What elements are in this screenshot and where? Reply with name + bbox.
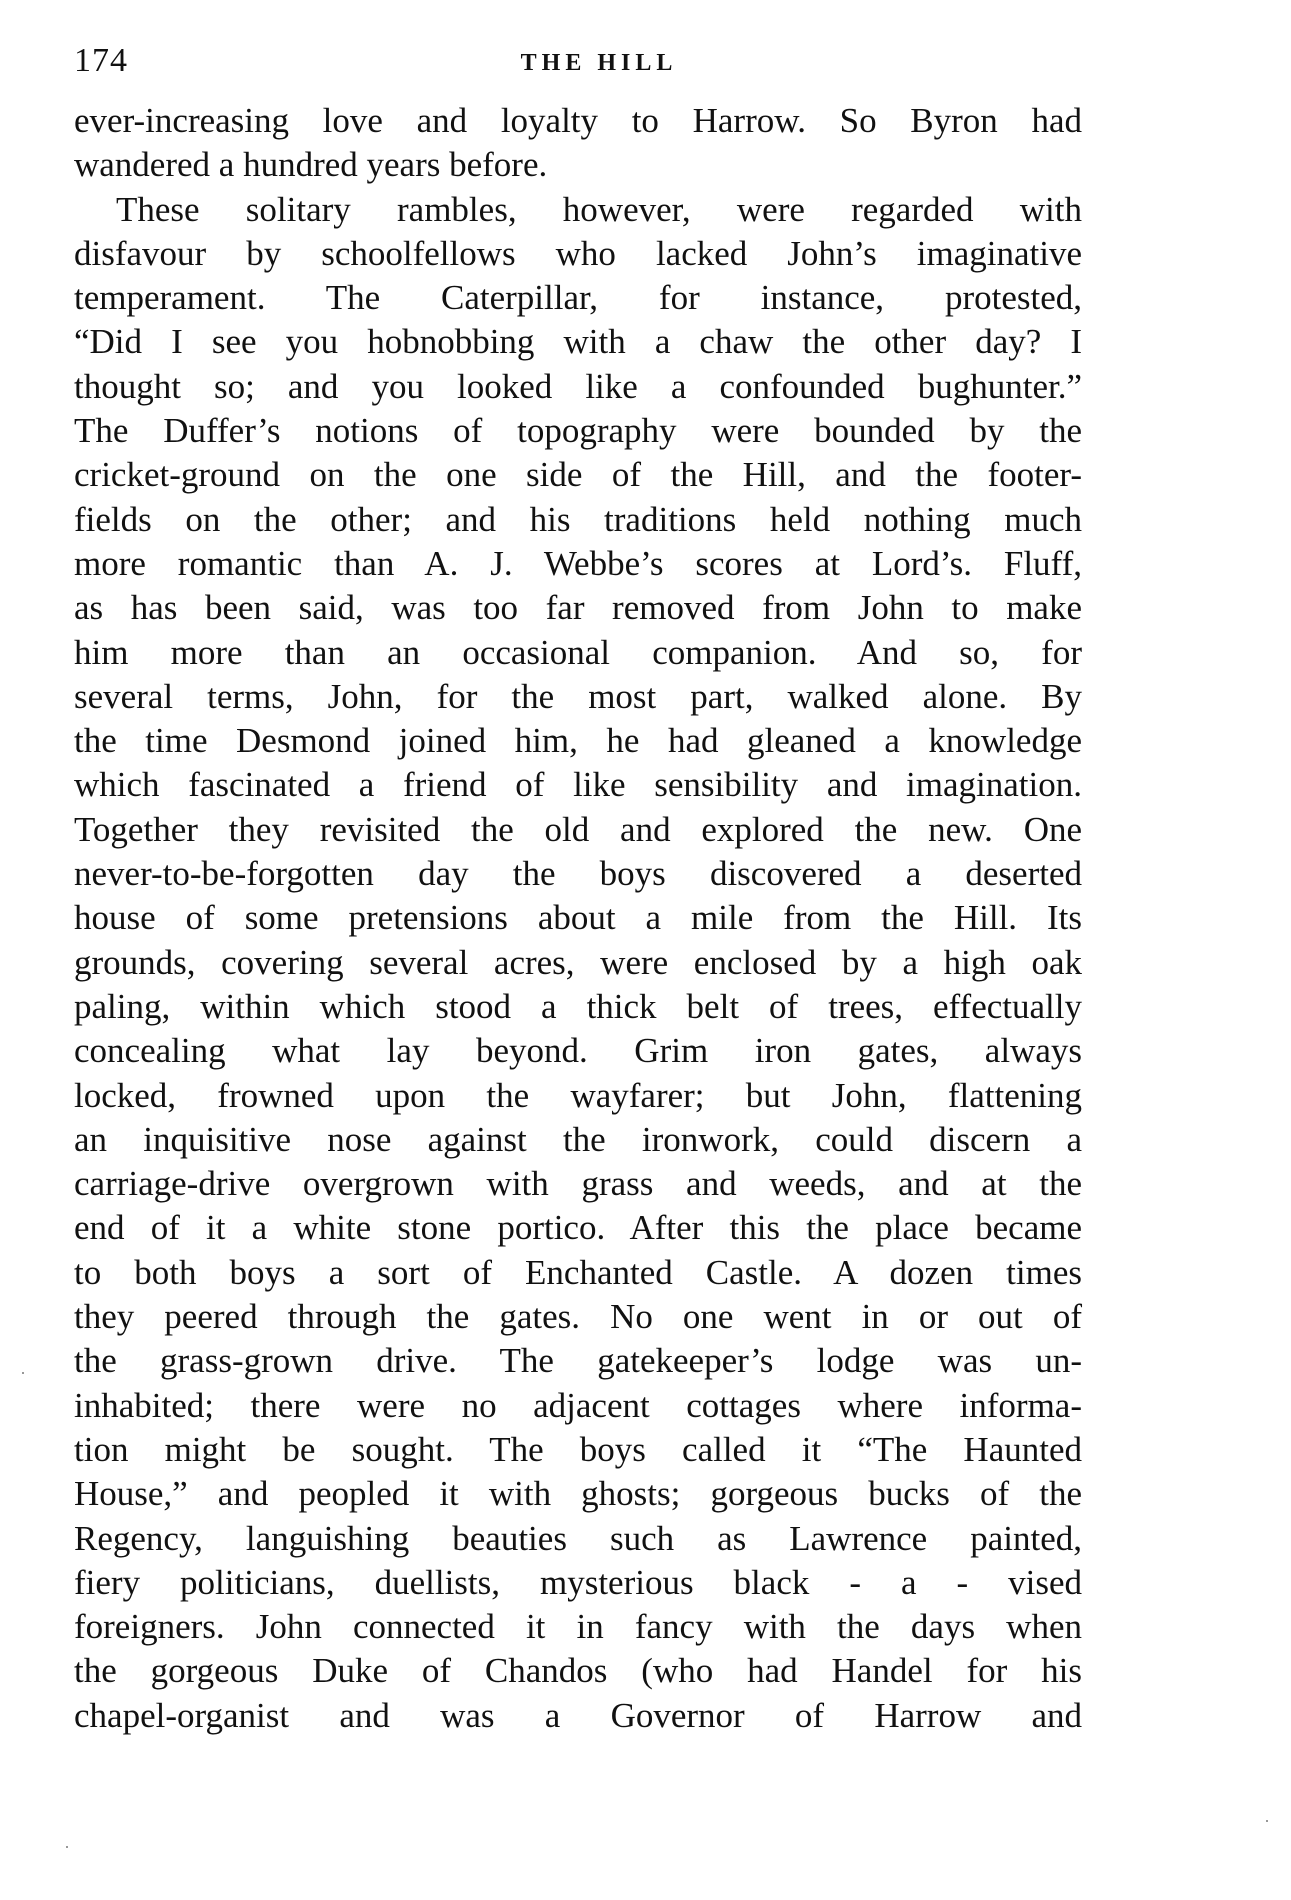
text-line: Regency, languishing beauties such as Lawrence painted, (74, 1518, 1082, 1558)
body-text (74, 99, 1082, 1738)
text-line: inhabited; there were no adjacent cottages where informa- (74, 1385, 1082, 1425)
text-line: fiery politicians, duellists, mysterious black - a - vised (74, 1562, 1082, 1602)
text-line: which fascinated a friend of like sensibility and imagination. (74, 765, 1082, 805)
text-line: the gorgeous Duke of Chandos (who had Handel for his (74, 1651, 1082, 1691)
scan-speck (66, 1846, 68, 1848)
scan-speck (1266, 1820, 1268, 1822)
text-line: they peered through the gates. No one went in or out of (74, 1297, 1082, 1337)
scan-speck (22, 1372, 24, 1374)
text-line: concealing what lay beyond. Grim iron gates, always (74, 1031, 1082, 1071)
text-line: cricket-ground on the one side of the Hill, and the footer- (74, 455, 1082, 495)
text-line: “Did I see you hobnobbing with a chaw the other day? I (74, 322, 1082, 362)
page-header (74, 36, 1084, 86)
text-line: House,” and peopled it with ghosts; gorgeous bucks of the (74, 1474, 1082, 1514)
running-head: THE HILL (520, 50, 678, 76)
text-line: These solitary rambles, however, were regarded with (116, 189, 1082, 229)
text-line: foreigners. John connected it in fancy with the days when (74, 1607, 1082, 1647)
text-line: several terms, John, for the most part, walked alone. By (74, 676, 1082, 716)
text-line: an inquisitive nose against the ironwork, could discern a (74, 1119, 1082, 1159)
text-line: ever-increasing love and loyalty to Harrow. So Byron had (74, 101, 1082, 140)
text-line: Together they revisited the old and explored the new. One (74, 809, 1082, 849)
text-line: wandered a hundred years before. (74, 145, 548, 185)
text-line: never-to-be-forgotten day the boys discovered a deserted (74, 854, 1082, 894)
text-line: more romantic than A. J. Webbe’s scores at Lord’s. Fluff, (74, 543, 1082, 583)
text-line: the grass-grown drive. The gatekeeper’s lodge was un- (74, 1341, 1082, 1381)
text-line: paling, within which stood a thick belt of trees, effectually (74, 986, 1082, 1026)
text-line: thought so; and you looked like a confounded bughunter.” (74, 366, 1082, 406)
text-line: to both boys a sort of Enchanted Castle. A dozen times (74, 1252, 1082, 1292)
page-number: 174 (74, 42, 128, 79)
text-line: locked, frowned upon the wayfarer; but John, flattening (74, 1075, 1082, 1115)
text-line: fields on the other; and his traditions held nothing much (74, 499, 1082, 539)
text-line: the time Desmond joined him, he had gleaned a knowledge (74, 721, 1082, 761)
text-line: temperament. The Caterpillar, for instance, protested, (74, 278, 1082, 318)
text-line: end of it a white stone portico. After this the place became (74, 1208, 1082, 1248)
text-line: chapel-organist and was a Governor of Harrow and (74, 1695, 1082, 1735)
text-line: as has been said, was too far removed from John to make (74, 588, 1082, 628)
text-line: house of some pretensions about a mile from the Hill. Its (74, 898, 1082, 938)
text-line: The Duffer’s notions of topography were bounded by the (74, 411, 1082, 451)
text-line: tion might be sought. The boys called it “The Haunted (74, 1429, 1082, 1469)
text-line: him more than an occasional companion. And so, for (74, 632, 1082, 672)
text-line: disfavour by schoolfellows who lacked John’s imaginative (74, 233, 1082, 273)
text-line: grounds, covering several acres, were enclosed by a high oak (74, 942, 1082, 982)
text-line: carriage-drive overgrown with grass and weeds, and at the (74, 1164, 1082, 1204)
